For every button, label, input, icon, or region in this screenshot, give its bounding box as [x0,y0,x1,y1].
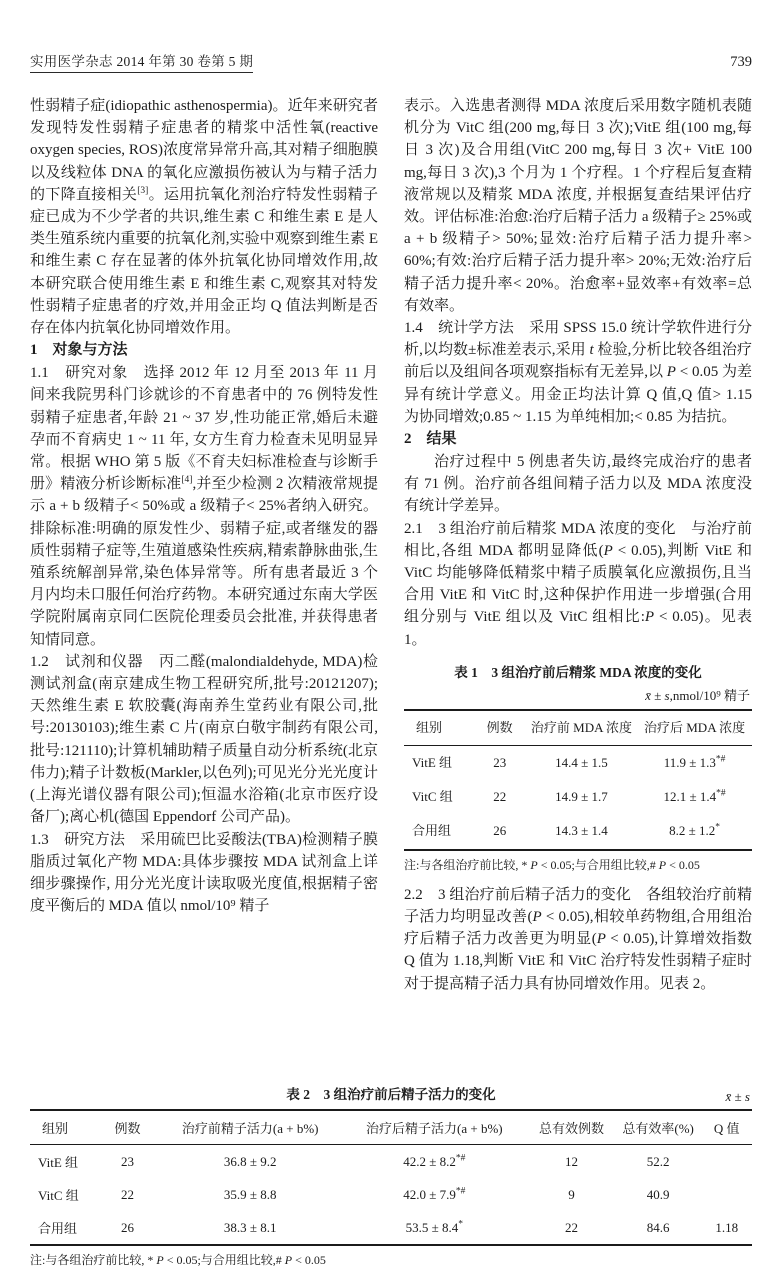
three-line-table [404,663,752,874]
table-unit: x̄ ± s [725,1089,750,1104]
table-cell: 14.9 ± 1.7 [555,789,608,805]
table-cell: 23 [493,755,507,771]
data-table [404,709,752,851]
paragraph: 1.1 研究对象 选择 2012 年 12 月至 2013 年 11 月间来我院男科门诊就诊的不育患者中的 76 例特发性弱精子症患者,年龄 21 ~ 37 岁,性功能正常,婚后未避孕而不育病史 1 ~ 11 年, 女方生育力检查未见明显异常。根据 WHO 第 5 版《不育夫妇标准检查与诊断手册》精液分析诊断标准[4],并至少检测 2 次精液常规提示 a + b 级精子< 50%或 a 级精子< 25%者纳入研究。排除标准:明确的原发性少、弱精子症,或者继发的器质性弱精子症等,生殖道感染性疾病,精索静脉曲张,生殖系统解剖异常,染色体异常等。所有患者最近 3 个月内均未口服任何治疗药物。本研究通过东南大学医学院附属南京同仁医院伦理委员会批准, 并获得患者知情同意。 [30,365,378,648]
table-cell: VitC 组 [412,789,453,805]
table-cell: 40.9 [646,1186,670,1202]
table-note: 注:与各组治疗前比较, * P < 0.05;与合用组比较,# P < 0.05 [404,857,700,872]
table-cell: 22 [493,789,507,805]
table-cell: VitE 组 [412,755,453,771]
table-cell [701,1178,752,1211]
table-note: 注:与各组治疗前比较, * P < 0.05;与合用组比较,# P < 0.05 [30,1253,326,1267]
table-cell: 26 [120,1219,134,1235]
journal-title: 实用医学杂志 2014 年第 30 卷第 5 期 [30,50,253,73]
table-caption: 表 1 3 组治疗前后精浆 MDA 浓度的变化 [454,664,702,680]
column-header: 组别 [30,1110,95,1145]
page-number: 739 [730,54,752,70]
table-cell: 8.2 ± 1.2* [669,823,721,839]
table-cell: 26 [493,823,507,839]
paragraph: 治疗过程中 5 例患者失访,最终完成治疗的患者有 71 例。治疗前各组间精子活力以及 MDA 浓度没有统计学差异。 [404,454,752,515]
right-column [404,95,752,1055]
table-cell: 53.5 ± 8.4* [405,1219,464,1235]
column-header: 治疗后精子活力(a + b%) [340,1110,528,1145]
section-heading: 1 对象与方法 [30,342,128,359]
table-cell: 84.6 [646,1219,670,1235]
table-cell: 14.3 ± 1.4 [555,823,608,839]
table-row [404,780,752,814]
table-row [30,1178,752,1211]
table-cell: VitC 组 [38,1188,79,1203]
table-cell: 52.2 [646,1153,670,1169]
table-cell: 12 [565,1153,578,1169]
column-header: 总有效例数 [528,1110,615,1145]
column-header: 治疗后 MDA 浓度 [637,710,752,746]
table-cell: 36.8 ± 9.2 [223,1153,277,1169]
paragraph: 1.4 统计学方法 采用 SPSS 15.0 统计学软件进行分析,以均数±标准差表示,采用 t 检验,分析比较各组治疗前后以及组间各项观察指标有无差异,以 P < 0.05 为差异有统计学意义。用金正均法计算 Q 值,Q 值> 1.15 为协同增效;0.85 ~ 1.15 为单纯相加;< 0.85 为拮抗。 [404,320,752,425]
paragraph: 2.1 3 组治疗前后精浆 MDA 浓度的变化 与治疗前相比,各组 MDA 都明显降低(P < 0.05),判断 VitE 和 VitC 均能够降低精浆中精子质膜氧化应激损伤,且当合用 VitE 和 VitC 时,这种保护作用进一步增强(合用组分别与 VitE 组以及 VitC 组相比:P < 0.05)。见表 1。 [404,520,753,648]
column-header: 例数 [95,1110,160,1145]
table-unit: x̄ ± s,nmol/10⁹ 精子 [645,687,750,703]
table-header-row [30,1110,752,1145]
paragraph: 性弱精子症(idiopathic asthenospermia)。近年来研究者发现特发性弱精子症患者的精浆中活性氧(reactive oxygen species, ROS)浓度常异常升高,其对精子细胞膜以及线粒体 DNA 的氧化应激损伤被认为与精子活力的下降直接相关[3]。运用抗氧化剂治疗特发性弱精子症已成为不少学者的共识,维生素 C 和维生素 E 是人类生殖系统内重要的抗氧化剂,实验中观察到维生素 E 和维生素 C 存在显著的体外抗氧化协同增效作用,故本研究联合使用维生素 E 和维生素 C,观察其对特发性弱精子症患者的疗效,并用金正均 Q 值法判断是否存在体内抗氧化协同增效作用。 [30,98,378,337]
table-cell: 1.18 [715,1219,739,1235]
data-table [30,1109,752,1246]
table-row [404,814,752,849]
table-cell: 42.2 ± 8.2*# [403,1153,466,1169]
table-cell: 合用组 [38,1221,78,1236]
table-cell: 12.1 ± 1.4*# [663,788,726,805]
table-cell: VitE 组 [38,1155,79,1170]
column-header: 组别 [404,710,474,746]
three-line-table [30,1085,752,1269]
table-row [404,746,752,781]
table-cell: 22 [565,1219,578,1235]
page-header [30,0,752,73]
table-header-row [404,710,752,746]
column-header: 例数 [474,710,526,746]
table-row [30,1211,752,1245]
column-header: Q 值 [701,1110,752,1145]
table-row [30,1145,752,1179]
table-cell: 22 [120,1186,134,1202]
table-cell: 23 [120,1153,134,1169]
paragraph: 2.2 3 组治疗前后精子活力的变化 各组较治疗前精子活力均明显改善(P < 0.05),相较单药物组,合用组治疗后精子活力改善更为明显(P < 0.05),计算增效指数 Q 值为 1.18,判断 VitE 和 VitC 治疗特发性弱精子症时对于提高精子活力具有协同增效作用。见表 2。 [404,886,752,992]
table-cell: 11.9 ± 1.3*# [663,754,726,771]
table-cell: 42.0 ± 7.9*# [403,1186,466,1202]
table-cell: 合用组 [412,823,452,839]
table-cell: 35.9 ± 8.8 [223,1186,277,1202]
section-heading: 2 结果 [404,431,457,448]
column-header: 治疗前 MDA 浓度 [526,710,637,746]
paragraph: 表示。入选患者测得 MDA 浓度后采用数字随机表随机分为 VitC 组(200 mg,每日 3 次);VitE 组(100 mg,每日 3 次)及合用组(VitC 200 mg,每日 3 次+ VitE 100 mg,每日 3 次),3 个月为 1 个疗程。1 个疗程后复查精液常规以及精浆 MDA 浓度, 并根据复查结果评估疗效。评估标准:治愈:治疗后精子活力 a 级精子≥ 25%或 a + b 级精子> 50%;显效:治疗后精子活力提升率> 60%;有效:治疗后精子活力提升率> 20%;无效:治疗后精子活力提升率< 20%。治愈率+显效率+有效率=总有效率。 [404,98,752,314]
table-cell: 9 [568,1186,575,1202]
column-header: 治疗前精子活力(a + b%) [160,1110,341,1145]
article-body [30,95,752,1055]
paragraph: 1.3 研究方法 采用硫巴比妥酸法(TBA)检测精子膜脂质过氧化产物 MDA:具体步骤按 MDA 试剂盒上详细步骤操作, 用分光光度计读取吸光度值,根据精子密度平衡后的 MDA 值以 nmol/10⁹ 精子 [30,831,378,915]
table-cell [701,1145,752,1179]
paragraph: 1.2 试剂和仪器 丙二醛(malondialdehyde, MDA)检测试剂盒(南京建成生物工程研究所,批号:20121207);天然维生素 E 软胶囊(海南养生堂药业有限公司,批号:20130103);维生素 C 片(南京白敬宇制药有限公司,批号:121110);计算机辅助精子质量自动分析系统(北京伟力);精子计数板(Markler,以色列);可见光分光光度计(上海光谱仪器有限公司);恒温水浴箱(北京市医疗设备厂);离心机(德国 Eppendorf 公司产品)。 [30,653,378,826]
left-column [30,95,378,1055]
table-caption: 表 2 3 组治疗前后精子活力的变化 [286,1087,496,1102]
column-header: 总有效率(%) [615,1110,702,1145]
table-cell: 14.4 ± 1.5 [555,755,608,771]
table-2-section [30,1085,752,1269]
table-cell: 38.3 ± 8.1 [223,1219,277,1235]
